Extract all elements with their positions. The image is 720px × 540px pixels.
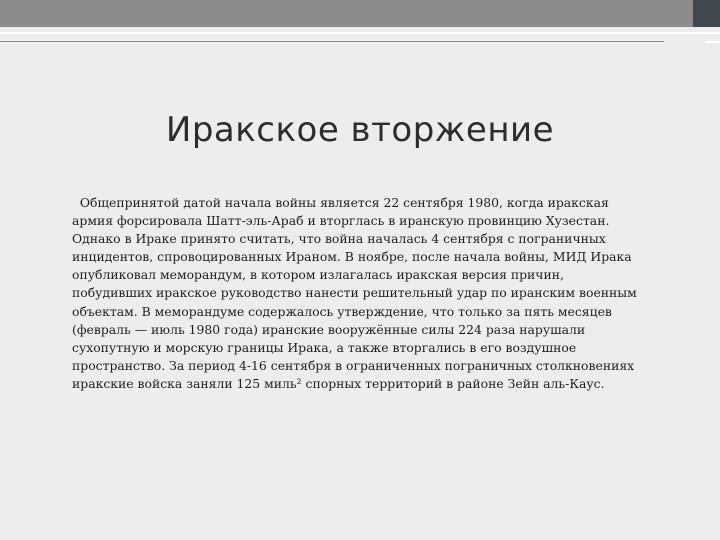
header-rule-accent — [705, 41, 720, 43]
body-line: (февраль — июль 1980 года) иранские вооружённые силы 224 раза нарушали — [72, 321, 586, 337]
slide-body — [72, 194, 682, 393]
body-line: иракские войска заняли 125 миль² спорных территорий в районе Зейн аль-Каус. — [72, 375, 605, 391]
body-line: сухопутную и морскую границы Ирака, а также вторгались в его воздушное — [72, 339, 577, 355]
header-rule-grey — [0, 41, 664, 42]
body-line: опубликовал меморандум, в котором излагалась иракская версия причин, — [72, 267, 564, 283]
slide-title: Иракское вторжение — [165, 110, 555, 150]
body-line: пространство. За период 4-16 сентября в ограниченных пограничных столкновениях — [72, 357, 635, 373]
header-bar — [0, 0, 720, 27]
header-corner-block — [693, 0, 720, 27]
body-line: побудивших иракское руководство нанести решительный удар по иранским военным — [72, 285, 637, 301]
body-line: армия форсировала Шатт-эль-Араб и вторглась в иранскую провинцию Хузестан. — [72, 213, 610, 229]
body-line: Однако в Ираке принято считать, что война началась 4 сентября с пограничных — [72, 231, 606, 247]
body-line: Общепринятой датой начала войны является 22 сентября 1980, когда иракская — [72, 195, 609, 210]
body-line: объектам. В меморандуме содержалось утверждение, что только за пять месяцев — [72, 303, 612, 319]
header-rule-white — [0, 32, 720, 34]
body-line: инцидентов, спровоцированных Ираном. В ноябре, после начала войны, МИД Ирака — [72, 249, 632, 265]
